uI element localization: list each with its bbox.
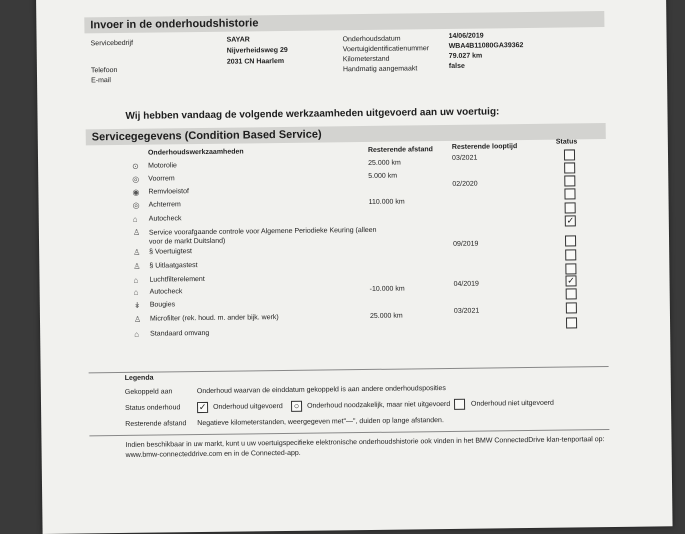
row-time: 04/2019 bbox=[453, 280, 479, 288]
label-handmatig: Handmatig aangemaakt bbox=[342, 65, 418, 74]
row-label: Motorolie bbox=[148, 162, 177, 170]
status-checkbox-checked: ✓ bbox=[567, 275, 575, 286]
section-title: Servicegegevens (Condition Based Service) bbox=[91, 128, 322, 144]
row-label: § Uitlaatgastest bbox=[149, 262, 198, 270]
legend-gekoppeld-text: Onderhoud waarvan de einddatum gekoppeld is aan andere onderhoudsposities bbox=[196, 385, 446, 396]
history-header-bar bbox=[84, 11, 604, 33]
legend-needed-checkbox-icon: ○ bbox=[291, 401, 302, 412]
air-filter-icon: ⌂ bbox=[133, 275, 139, 285]
row-time: 03/2021 bbox=[453, 307, 480, 315]
intro-text: Wij hebben vandaag de volgende werkzaamheden uitgevoerd aan uw voertuig: bbox=[125, 106, 500, 122]
company-street: Nijverheidsweg 29 bbox=[226, 46, 288, 55]
row-label: Standaard omvang bbox=[150, 329, 210, 338]
microfilter-icon: ♙ bbox=[133, 314, 142, 324]
status-checkbox bbox=[566, 317, 577, 328]
brake-fluid-icon: ◉ bbox=[132, 187, 140, 197]
standard-scope-icon: ⌂ bbox=[134, 329, 140, 339]
col-time: Resterende looptijd bbox=[451, 143, 518, 151]
status-checkbox-checked: ✓ bbox=[566, 215, 575, 226]
status-checkbox bbox=[566, 288, 577, 299]
vehicle-test-icon: ♙ bbox=[133, 247, 141, 257]
status-checkbox bbox=[564, 149, 575, 160]
car-check-icon: ⌂ bbox=[132, 214, 138, 224]
row-distance: 5.000 km bbox=[368, 172, 398, 180]
car-check-icon: ⌂ bbox=[133, 287, 139, 297]
legend-status-label: Status onderhoud bbox=[125, 404, 181, 412]
label-vin: Voertuigidentificatienummer bbox=[342, 45, 430, 54]
legend-afstand-label: Resterende afstand bbox=[125, 420, 187, 428]
row-distance: 25.000 km bbox=[369, 312, 403, 320]
col-distance: Resterende afstand bbox=[367, 146, 433, 154]
row-label: § Voertuigtest bbox=[149, 248, 193, 256]
exhaust-test-icon: ♙ bbox=[133, 261, 141, 271]
label-telefoon: Telefoon bbox=[90, 67, 118, 75]
label-km: Kilometerstand bbox=[342, 55, 390, 64]
row-label: Bougies bbox=[149, 301, 176, 309]
col-work: Onderhoudswerkzaamheden bbox=[147, 148, 244, 157]
company-name: SAYAR bbox=[226, 36, 250, 44]
value-km: 79.027 km bbox=[448, 52, 483, 60]
row-label: Microfilter (rek. houd. m. ander bijk. werk) bbox=[149, 314, 279, 323]
service-document bbox=[36, 0, 673, 534]
legend-gekoppeld-label: Gekoppeld aan bbox=[124, 388, 173, 396]
section-bar bbox=[86, 123, 606, 145]
status-checkbox bbox=[565, 263, 576, 274]
legend-divider bbox=[89, 366, 609, 373]
label-servicebedrijf: Servicebedrijf bbox=[90, 39, 134, 48]
status-checkbox bbox=[566, 302, 577, 313]
row-label: Voorrem bbox=[148, 175, 175, 183]
status-checkbox bbox=[565, 202, 576, 213]
legend-afstand-text: Negatieve kilometerstanden, weergegeven met"—", duiden op lange afstanden. bbox=[197, 417, 444, 428]
inspection-icon: ♙ bbox=[132, 227, 141, 237]
value-handmatig: false bbox=[448, 62, 465, 70]
row-distance: 110.000 km bbox=[368, 198, 405, 206]
legend-status-done: Onderhoud uitgevoerd bbox=[213, 403, 283, 411]
label-datum: Onderhoudsdatum bbox=[342, 35, 401, 44]
value-vin: WBA4B11080GA39362 bbox=[448, 42, 524, 50]
row-time: 09/2019 bbox=[453, 240, 479, 248]
status-checkbox bbox=[565, 249, 576, 260]
row-label: Remvloeistof bbox=[148, 188, 189, 196]
value-datum: 14/06/2019 bbox=[448, 32, 484, 40]
legend-status-needed: Onderhoud noodzakelijk, maar niet uitgevoerd bbox=[307, 400, 451, 410]
status-checkbox bbox=[564, 162, 575, 173]
status-checkbox bbox=[565, 235, 576, 246]
row-label: Service voorafgaande controle voor Algemene Periodieke Keuring (alleen voor de markt Duitsland) bbox=[148, 226, 377, 246]
row-label: Autocheck bbox=[148, 215, 182, 223]
legend-status-not: Onderhoud niet uitgevoerd bbox=[471, 399, 554, 408]
spark-plug-icon: ↡ bbox=[133, 300, 141, 310]
row-distance: 25.000 km bbox=[368, 159, 401, 167]
brake-icon: ◎ bbox=[132, 174, 140, 184]
footer-note: Indien beschikbaar in uw markt, kunt u uw voertuigspecifieke elektronische onderhoudshistorie ook vinden in het BMW ConnectedDrive klan-tenportaal op: www.bmw-connecteddrive.com en in de Connected-app. bbox=[125, 436, 605, 459]
legend-not-checkbox-icon bbox=[454, 399, 465, 410]
label-email: E-mail bbox=[91, 77, 111, 85]
oil-icon: ⊙ bbox=[132, 161, 139, 171]
company-city: 2031 CN Haarlem bbox=[226, 57, 285, 66]
col-status: Status bbox=[555, 138, 578, 146]
row-time: 02/2020 bbox=[452, 180, 478, 188]
row-distance: -10.000 km bbox=[369, 285, 405, 293]
row-label: Achterrem bbox=[148, 201, 181, 209]
row-label: Luchtfilterelement bbox=[149, 275, 205, 284]
status-checkbox bbox=[564, 188, 575, 199]
row-label: Autocheck bbox=[149, 288, 183, 296]
rear-brake-icon: ◎ bbox=[132, 200, 140, 210]
history-title: Invoer in de onderhoudshistorie bbox=[90, 17, 259, 32]
legend-title: Legenda bbox=[124, 374, 154, 382]
row-time: 03/2021 bbox=[451, 154, 478, 162]
status-checkbox bbox=[564, 175, 575, 186]
legend-done-checkbox-icon: ✓ bbox=[198, 401, 207, 413]
